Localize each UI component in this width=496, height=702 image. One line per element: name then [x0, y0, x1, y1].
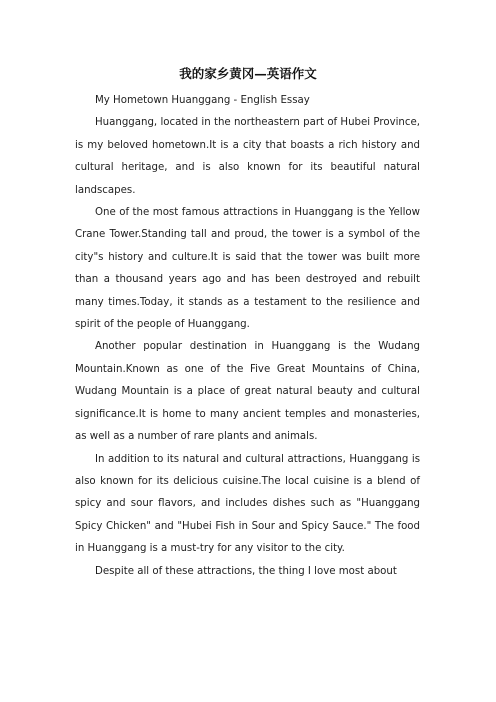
paragraph-2: One of the most famous attractions in Huanggang is the Yellow Crane Tower.Standing tall and proud, the tower is a symbol of the city"s history and culture.It is said that the tower was built more than a thousand years ago and has been destroyed and rebuilt many times.Today, it stands as a testament to the resilience and spirit of the people of Huanggang. — [75, 207, 420, 331]
paragraph-1: Huanggang, located in the northeastern part of Hubei Province, is my beloved hometown.It is a city that boasts a rich history and cultural heritage, and is also known for its beautiful natural landscapes. — [75, 117, 420, 196]
document-body — [75, 90, 420, 583]
document-title: 我的家乡黄冈—英语作文 — [179, 66, 317, 81]
document-subtitle: My Hometown Huanggang - English Essay — [95, 95, 310, 106]
paragraph-4: In addition to its natural and cultural attractions, Huanggang is also known for its delicious cuisine.The local cuisine is a blend of spicy and sour flavors, and includes dishes such as "Huanggang Spicy Chicken" and "Hubei Fish in Sour and Spicy Sauce." The food in Huanggang is a must-try for any visitor to the city. — [75, 453, 420, 555]
paragraph-3: Another popular destination in Huanggang is the Wudang Mountain.Known as one of the Five Great Mountains of China, Wudang Mountain is a place of great natural beauty and cultural significance.It is home to many ancient temples and monasteries, as well as a number of rare plants and animals. — [75, 341, 420, 443]
paragraph-5: Despite all of these attractions, the thing I love most about — [95, 565, 397, 577]
